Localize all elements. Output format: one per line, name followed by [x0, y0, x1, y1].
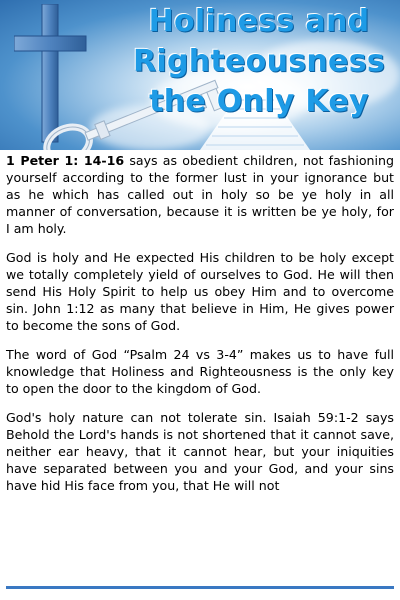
title-line-1: Holiness and [148, 4, 370, 39]
page-title [118, 2, 400, 122]
bottom-divider [6, 586, 394, 589]
title-line-3: the Only Key [149, 84, 369, 119]
paragraph-3: The word of God “Psalm 24 vs 3-4” makes us to have full knowledge that Holiness and Righteousness is the only key to open the door to the kingdom of God. [6, 347, 394, 396]
paragraph-2: God is holy and He expected His children to be holy except we totally completely yield of ourselves to God. He will then send His Holy Spirit to help us obey Him and to overcome sin. John 1:12 as many that believe in Him, He gives power to become the sons of God. [6, 250, 394, 333]
paragraph-1 [6, 152, 394, 237]
header-banner [0, 0, 400, 150]
article-body [6, 152, 394, 506]
paragraph-4: God's holy nature can not tolerate sin. Isaiah 59:1-2 says Behold the Lord's hands is not shortened that it cannot save, neither ear heavy, that it cannot hear, but your iniquities have separated between you and your God, and your sins have hid His face from you, that He will not [6, 410, 394, 493]
scripture-reference: 1 Peter 1: 14-16 [6, 153, 125, 168]
title-line-2: Righteousness [132, 44, 386, 79]
paragraph-text: says as obedient children, not fashioning yourself according to the former lust in your ignorance but as he which has called out in holy so be ye holy in all manner of conversation, because it is written be ye holy, for I am holy. [6, 153, 394, 236]
